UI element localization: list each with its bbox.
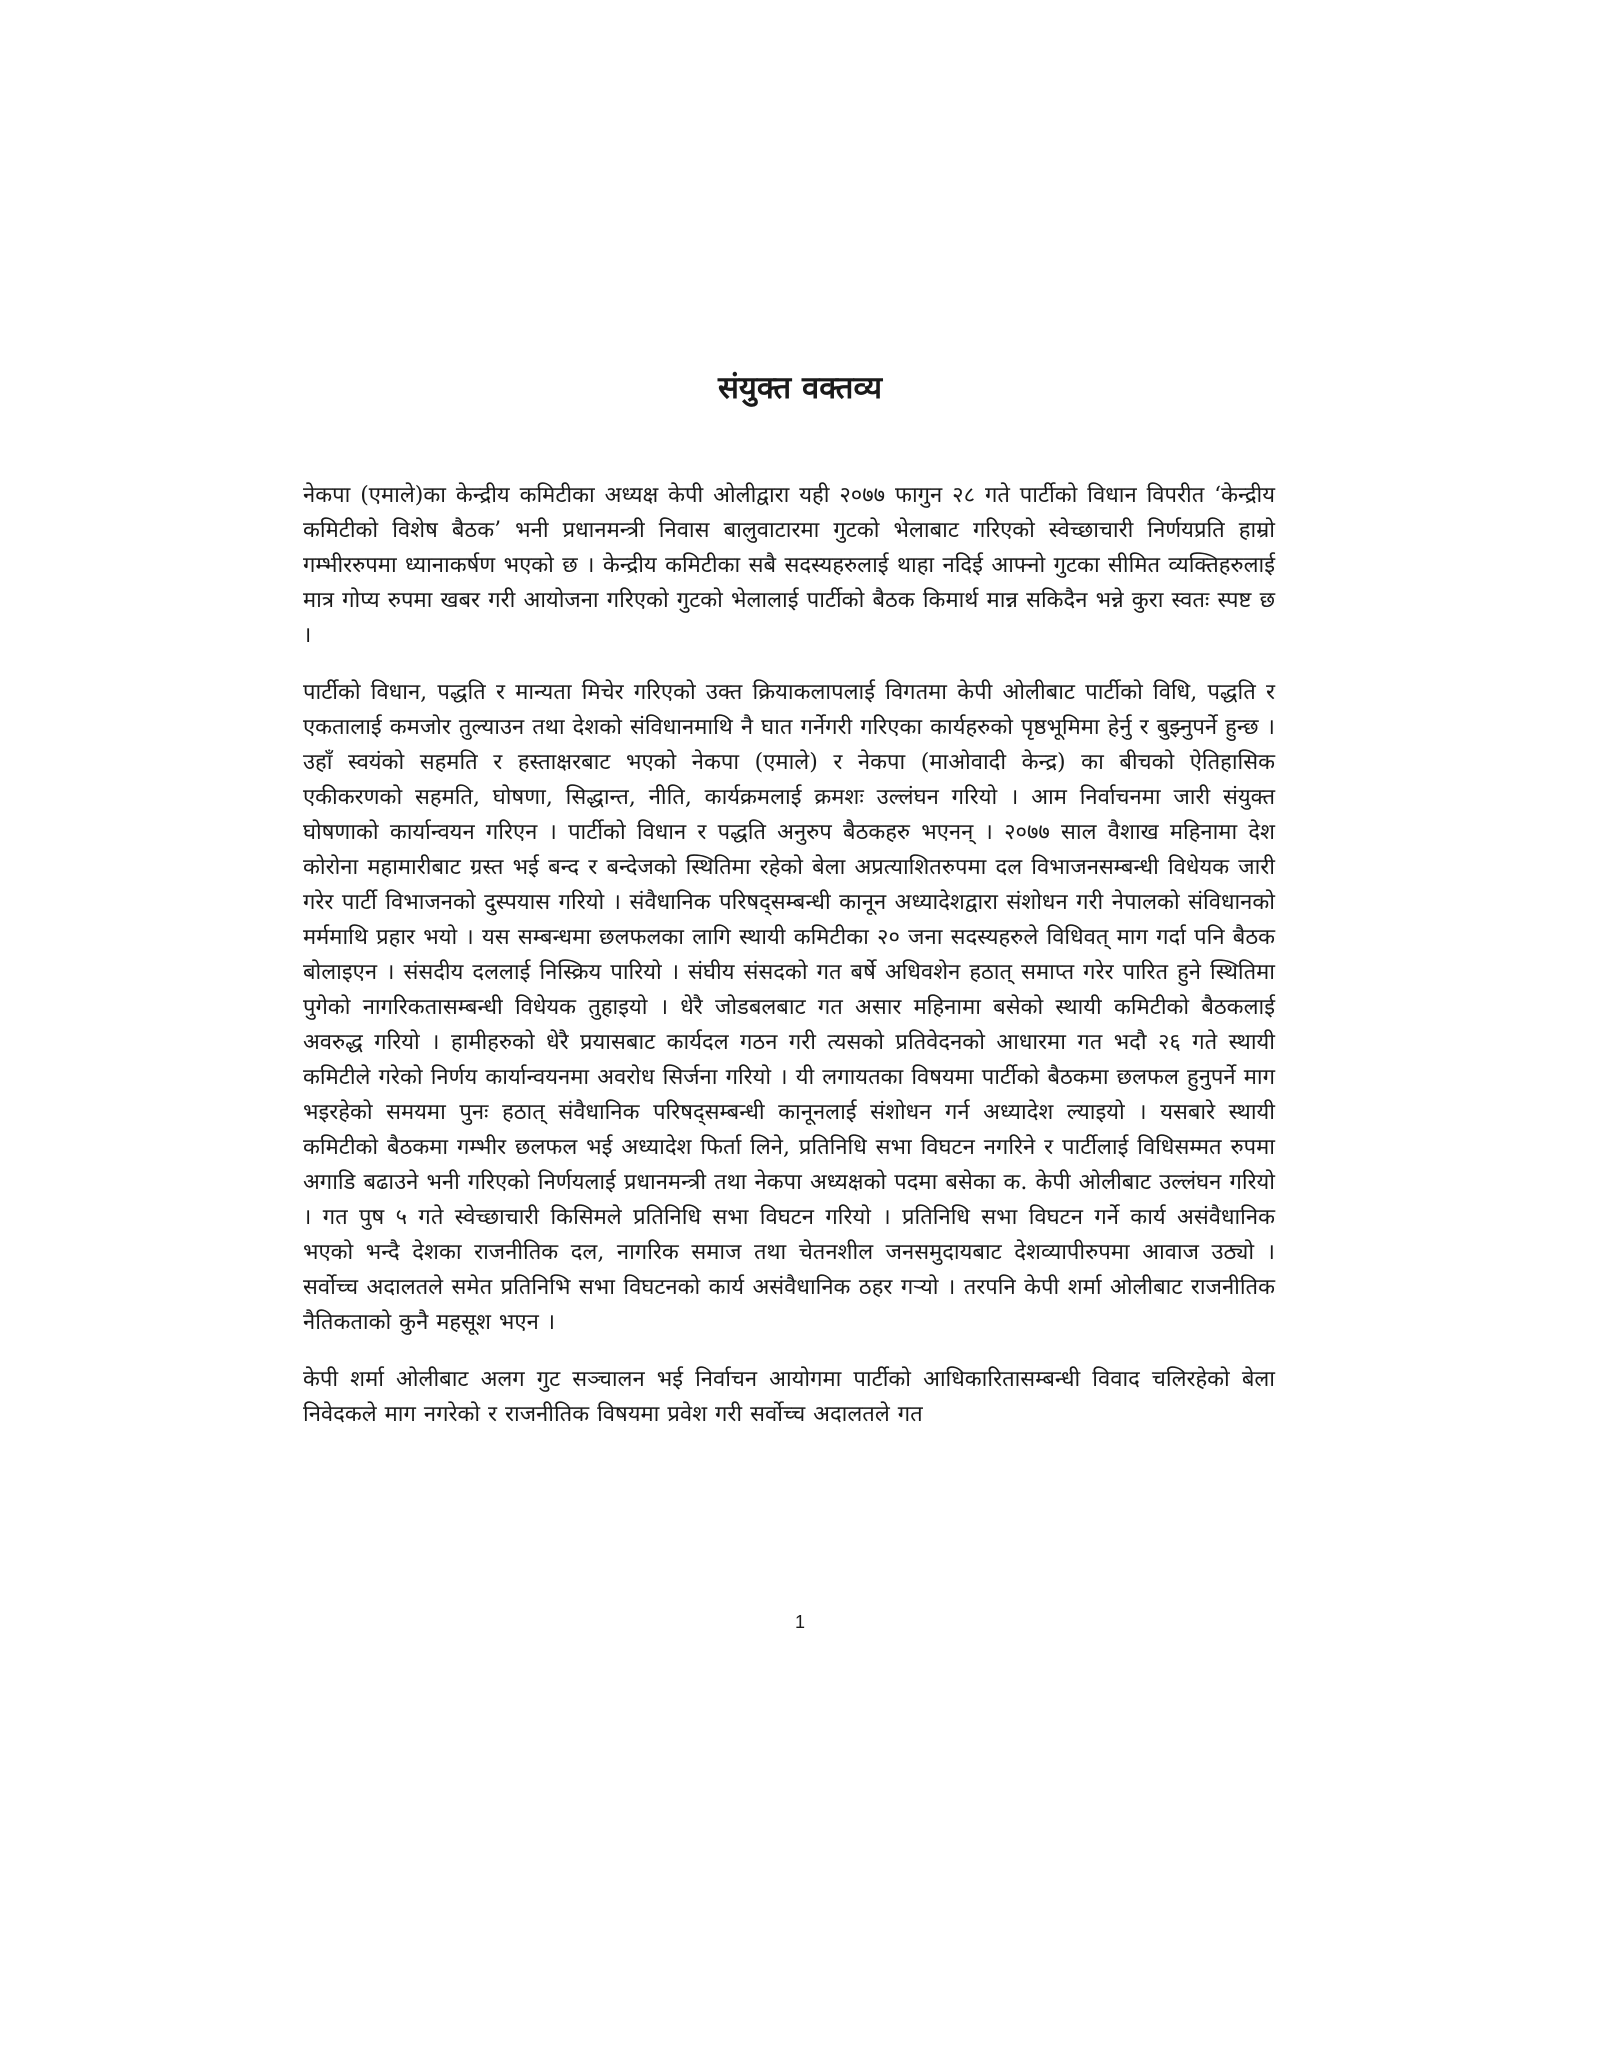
document-body	[303, 478, 1275, 1454]
paragraph-2: पार्टीको विधान, पद्धति र मान्यता मिचेर गरिएको उक्त क्रियाकलापलाई विगतमा केपी ओलीबाट पार्टीको विधि, पद्धति र एकतालाई कमजोर तुल्याउन तथा देशको संविधानमाथि नै घात गर्नेगरी गरिएका कार्यहरुको पृष्ठभूमिमा हेर्नु र बुझ्नुपर्ने हुन्छ । उहाँ स्वयंको सहमति र हस्ताक्षरबाट भएको नेकपा (एमाले) र नेकपा (माओवादी केन्द्र) का बीचको ऐतिहासिक एकीकरणको सहमति, घोषणा, सिद्धान्त, नीति, कार्यक्रमलाई क्रमशः उल्लंघन गरियो । आम निर्वाचनमा जारी संयुक्त घोषणाको कार्यान्वयन गरिएन । पार्टीको विधान र पद्धति अनुरुप बैठकहरु भएनन् । २०७७ साल वैशाख महिनामा देश कोरोना महामारीबाट ग्रस्त भई बन्द र बन्देजको स्थितिमा रहेको बेला अप्रत्याशितरुपमा दल विभाजनसम्बन्धी विधेयक जारी गरेर पार्टी विभाजनको दुस्पयास गरियो । संवैधानिक परिषद्सम्बन्धी कानून अध्यादेशद्वारा संशोधन गरी नेपालको संविधानको मर्ममाथि प्रहार भयो । यस सम्बन्धमा छलफलका लागि स्थायी कमिटीका २० जना सदस्यहरुले विधिवत् माग गर्दा पनि बैठक बोलाइएन । संसदीय दललाई निस्क्रिय पारियो । संघीय संसदको गत बर्षे अधिवशेन हठात् समाप्त गरेर पारित हुने स्थितिमा पुगेको नागरिकतासम्बन्धी विधेयक तुहाइयो । धेरै जोडबलबाट गत असार महिनामा बसेको स्थायी कमिटीको बैठकलाई अवरुद्ध गरियो । हामीहरुको धेरै प्रयासबाट कार्यदल गठन गरी त्यसको प्रतिवेदनको आधारमा गत भदौ २६ गते स्थायी कमिटीले गरेको निर्णय कार्यान्वयनमा अवरोध सिर्जना गरियो । यी लगायतका विषयमा पार्टीको बैठकमा छलफल हुनुपर्ने माग भइरहेको समयमा पुनः हठात् संवैधानिक परिषद्सम्बन्धी कानूनलाई संशोधन गर्न अध्यादेश ल्याइयो । यसबारे स्थायी कमिटीको बैठकमा गम्भीर छलफल भई अध्यादेश फिर्ता लिने, प्रतिनिधि सभा विघटन नगरिने र पार्टीलाई विधिसम्मत रुपमा अगाडि बढाउने भनी गरिएको निर्णयलाई प्रधानमन्त्री तथा नेकपा अध्यक्षको पदमा बसेका क. केपी ओलीबाट उल्लंघन गरियो । गत पुष ५ गते स्वेच्छाचारी किसिमले प्रतिनिधि सभा विघटन गरियो । प्रतिनिधि सभा विघटन गर्ने कार्य असंवैधानिक भएको भन्दै देशका राजनीतिक दल, नागरिक समाज तथा चेतनशील जनसमुदायबाट देशव्यापीरुपमा आवाज उठ्यो । सर्वोच्च अदालतले समेत प्रतिनिभि सभा विघटनको कार्य असंवैधानिक ठहर गर्‍यो । तरपनि केपी शर्मा ओलीबाट राजनीतिक नैतिकताको कुनै महसूश भएन ।	[303, 680, 1275, 1335]
page-number: 1	[794, 1612, 805, 1632]
document-title: संयुक्त वक्तव्य	[717, 370, 883, 406]
paragraph-3: केपी शर्मा ओलीबाट अलग गुट सञ्चालन भई निर्वाचन आयोगमा पार्टीको आधिकारितासम्बन्धी विवाद चलिरहेको बेला निवेदकले माग नगरेको र राजनीतिक विषयमा प्रवेश गरी सर्वोच्च अदालतले गत	[303, 1367, 1275, 1427]
paragraph-1: नेकपा (एमाले)का केन्द्रीय कमिटीका अध्यक्ष केपी ओलीद्वारा यही २०७७ फागुन २८ गते पार्टीको विधान विपरीत ‘केन्द्रीय कमिटीको विशेष बैठक’ भनी प्रधानमन्त्री निवास बालुवाटारमा गुटको भेलाबाट गरिएको स्वेच्छाचारी निर्णयप्रति हाम्रो गम्भीररुपमा ध्यानाकर्षण भएको छ । केन्द्रीय कमिटीका सबै सदस्यहरुलाई थाहा नदिई आफ्नो गुटका सीमित व्यक्तिहरुलाई मात्र गोप्य रुपमा खबर गरी आयोजना गरिएको गुटको भेलालाई पार्टीको बैठक किमार्थ मान्न सकिदैन भन्ने कुरा स्वतः स्पष्ट छ ।	[303, 483, 1275, 648]
